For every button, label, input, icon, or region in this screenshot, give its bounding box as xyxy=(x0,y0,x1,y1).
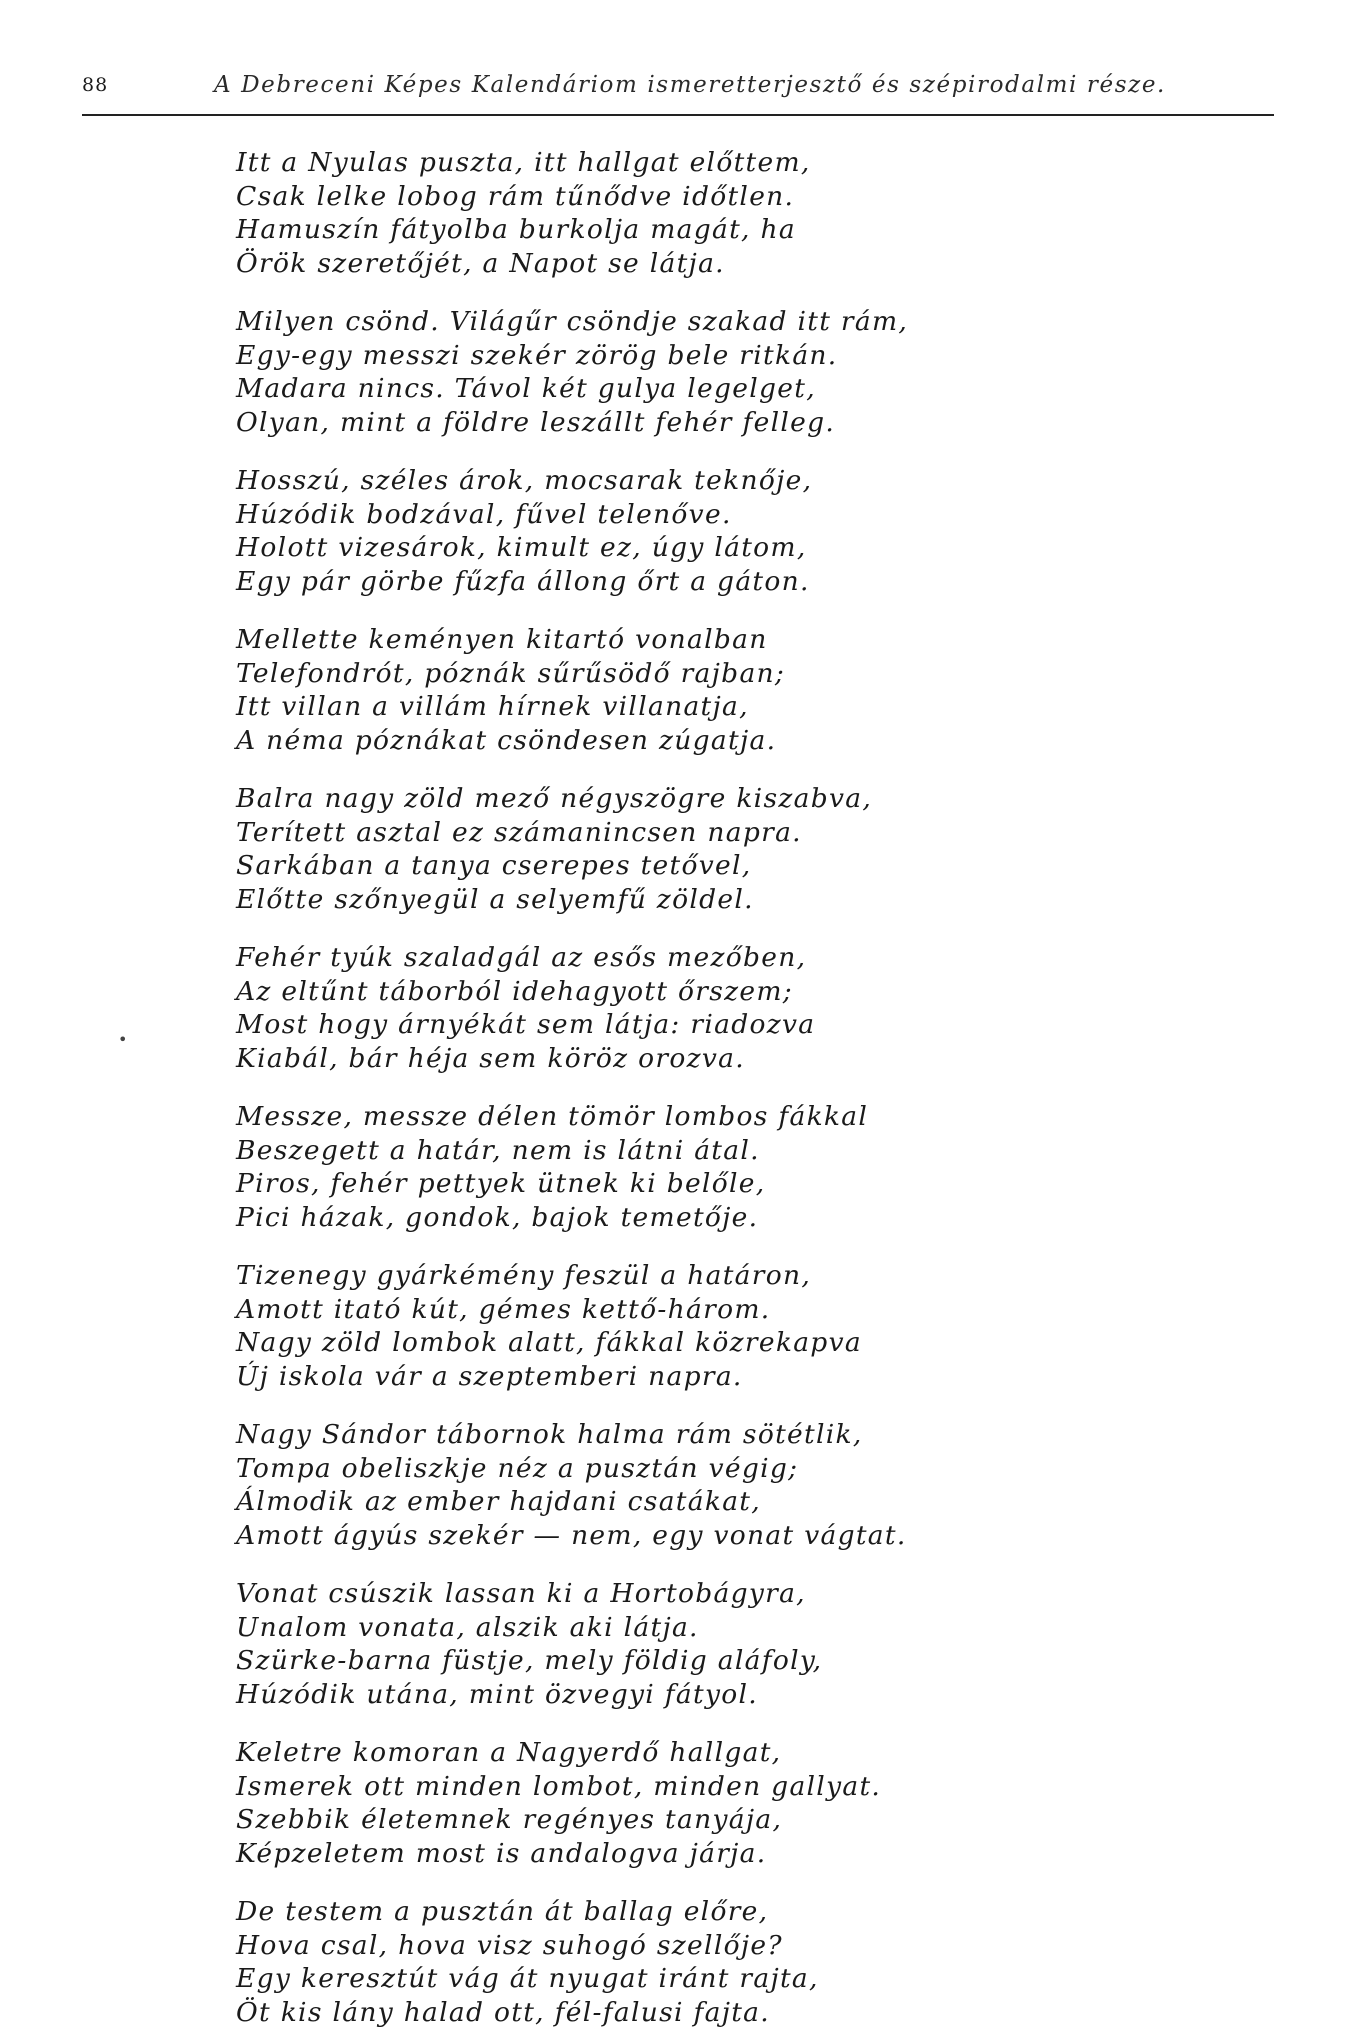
poem-line: Keletre komoran a Nagyerdő hallgat, xyxy=(236,1736,1236,1770)
running-title: A Debreceni Képes Kalendáriom ismeretterjesztő és szépirodalmi része. xyxy=(214,72,1166,98)
stanza xyxy=(236,1577,1236,1711)
stanza-gap xyxy=(236,598,1236,623)
poem-line: Beszegett a határ, nem is látni átal. xyxy=(236,1134,1236,1168)
poem-line: Nagy Sándor tábornok halma rám sötétlik, xyxy=(236,1418,1236,1452)
poem-line: Balra nagy zöld mező négyszögre kiszabva, xyxy=(236,782,1236,816)
stanza xyxy=(236,1100,1236,1234)
stanza xyxy=(236,1259,1236,1393)
poem xyxy=(236,146,1236,2029)
poem-line: Tizenegy gyárkémény feszül a határon, xyxy=(236,1259,1236,1293)
stanza-gap xyxy=(236,1075,1236,1100)
poem-line: Hosszú, széles árok, mocsarak teknője, xyxy=(236,464,1236,498)
poem-line: Az eltűnt táborból idehagyott őrszem; xyxy=(236,975,1236,1009)
poem-line: Olyan, mint a földre leszállt fehér felleg. xyxy=(236,406,1236,440)
poem-line: Új iskola vár a szeptemberi napra. xyxy=(236,1360,1236,1394)
print-speck: • xyxy=(118,1030,127,1049)
stanza-gap xyxy=(236,916,1236,941)
poem-line: Piros, fehér pettyek ütnek ki belőle, xyxy=(236,1167,1236,1201)
poem-line: Milyen csönd. Világűr csöndje szakad itt rám, xyxy=(236,305,1236,339)
poem-line: Amott ágyús szekér — nem, egy vonat vágtat. xyxy=(236,1519,1236,1553)
poem-line: Álmodik az ember hajdani csatákat, xyxy=(236,1485,1236,1519)
page-header xyxy=(82,70,1272,110)
stanza xyxy=(236,305,1236,439)
poem-line: Sarkában a tanya cserepes tetővel, xyxy=(236,849,1236,883)
poem-line: Fehér tyúk szaladgál az esős mezőben, xyxy=(236,941,1236,975)
poem-line: Egy-egy messzi szekér zörög bele ritkán. xyxy=(236,339,1236,373)
stanza-gap xyxy=(236,1234,1236,1259)
poem-line: A néma póznákat csöndesen zúgatja. xyxy=(236,724,1236,758)
poem-line: Képzeletem most is andalogva járja. xyxy=(236,1837,1236,1871)
poem-line: Örök szeretőjét, a Napot se látja. xyxy=(236,247,1236,281)
poem-line: Terített asztal ez számanincsen napra. xyxy=(236,816,1236,850)
poem-line: Szürke-barna füstje, mely földig aláfoly, xyxy=(236,1644,1236,1678)
stanza xyxy=(236,941,1236,1075)
stanza xyxy=(236,1895,1236,2029)
poem-line: Tompa obeliszkje néz a pusztán végig; xyxy=(236,1452,1236,1486)
poem-line: Telefondrót, póznák sűrűsödő rajban; xyxy=(236,657,1236,691)
poem-line: Mellette keményen kitartó vonalban xyxy=(236,623,1236,657)
poem-line: Öt kis lány halad ott, fél-falusi fajta. xyxy=(236,1996,1236,2029)
poem-line: Amott itató kút, gémes kettő-három. xyxy=(236,1293,1236,1327)
poem-line: Egy keresztút vág át nyugat iránt rajta, xyxy=(236,1962,1236,1996)
stanza xyxy=(236,1418,1236,1552)
poem-line: Most hogy árnyékát sem látja: riadozva xyxy=(236,1008,1236,1042)
stanza-gap xyxy=(236,280,1236,305)
poem-line: Egy pár görbe fűzfa állong őrt a gáton. xyxy=(236,565,1236,599)
stanza xyxy=(236,464,1236,598)
stanza xyxy=(236,146,1236,280)
poem-line: Nagy zöld lombok alatt, fákkal közrekapva xyxy=(236,1326,1236,1360)
stanza xyxy=(236,1736,1236,1870)
poem-line: Messze, messze délen tömör lombos fákkal xyxy=(236,1100,1236,1134)
poem-line: Kiabál, bár héja sem köröz orozva. xyxy=(236,1042,1236,1076)
stanza-gap xyxy=(236,757,1236,782)
stanza-gap xyxy=(236,439,1236,464)
poem-line: Itt villan a villám hírnek villanatja, xyxy=(236,690,1236,724)
poem-line: Hamuszín fátyolba burkolja magát, ha xyxy=(236,213,1236,247)
poem-line: Madara nincs. Távol két gulya legelget, xyxy=(236,372,1236,406)
stanza-gap xyxy=(236,1711,1236,1736)
poem-line: Csak lelke lobog rám tűnődve időtlen. xyxy=(236,180,1236,214)
stanza-gap xyxy=(236,1870,1236,1895)
poem-line: Ismerek ott minden lombot, minden gallyat. xyxy=(236,1770,1236,1804)
stanza-gap xyxy=(236,1393,1236,1418)
poem-line: Itt a Nyulas puszta, itt hallgat előttem, xyxy=(236,146,1236,180)
poem-line: Vonat csúszik lassan ki a Hortobágyra, xyxy=(236,1577,1236,1611)
poem-line: De testem a pusztán át ballag előre, xyxy=(236,1895,1236,1929)
poem-line: Húzódik bodzával, fűvel telenőve. xyxy=(236,498,1236,532)
page-number: 88 xyxy=(82,74,108,96)
poem-line: Előtte szőnyegül a selyemfű zöldel. xyxy=(236,883,1236,917)
stanza xyxy=(236,623,1236,757)
poem-line: Szebbik életemnek regényes tanyája, xyxy=(236,1803,1236,1837)
poem-line: Hova csal, hova visz suhogó szellője? xyxy=(236,1929,1236,1963)
header-rule xyxy=(82,114,1274,116)
stanza xyxy=(236,782,1236,916)
stanza-gap xyxy=(236,1552,1236,1577)
poem-line: Pici házak, gondok, bajok temetője. xyxy=(236,1201,1236,1235)
poem-line: Húzódik utána, mint özvegyi fátyol. xyxy=(236,1678,1236,1712)
poem-line: Holott vizesárok, kimult ez, úgy látom, xyxy=(236,531,1236,565)
poem-line: Unalom vonata, alszik aki látja. xyxy=(236,1611,1236,1645)
